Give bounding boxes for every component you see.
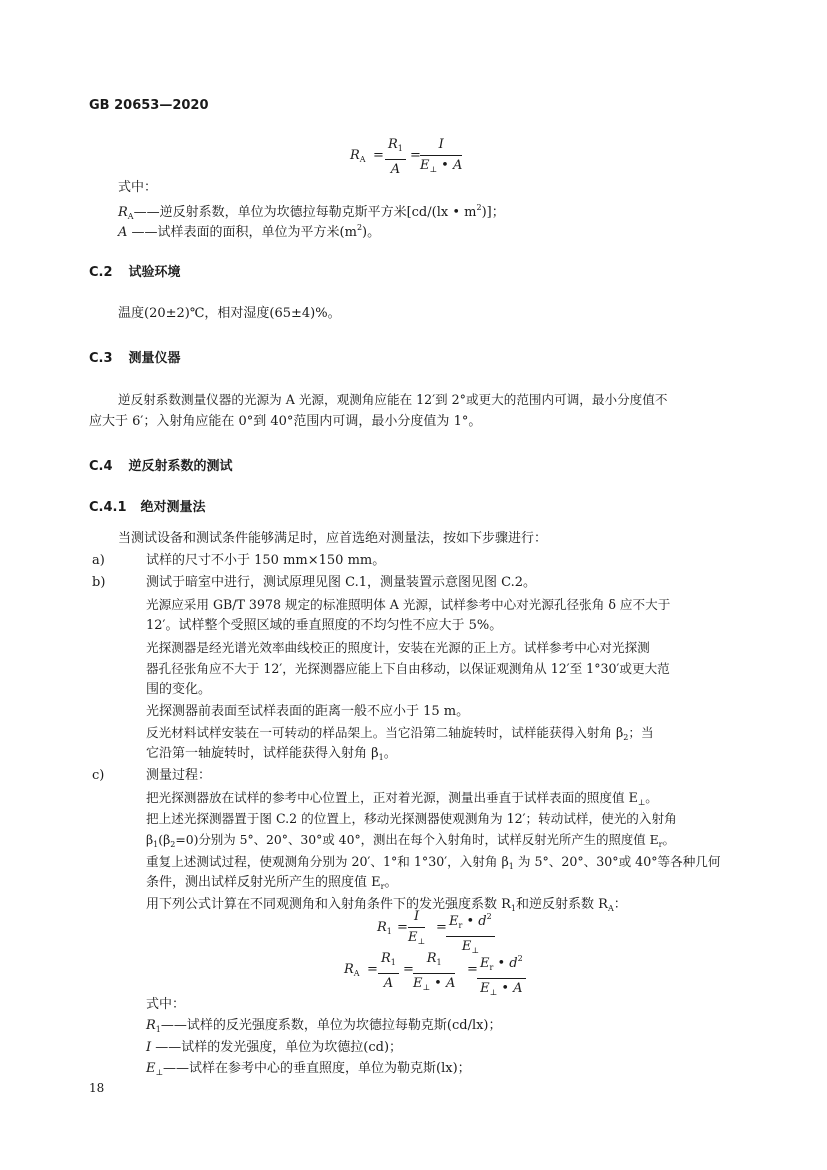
fraction-erd2-e: $\frac{E_r • d^2}{E_\perp}$ [446, 909, 495, 959]
paragraph-c4: 用下列公式计算在不同观测角和入射角条件下的发光强度系数 $R_1$和逆反射系数 $R_A$： [146, 897, 627, 913]
list-marker-b: b) [92, 575, 106, 590]
section-heading-c2: C.2 试验环境 [89, 265, 181, 280]
section-heading-c4: C.4 逆反射系数的测试 [89, 459, 233, 474]
fraction3-erd2-ea: $\frac{E_r • d^2}{E_\perp • A}$ [477, 951, 526, 1001]
standard-number: GB 20653—2020 [89, 98, 209, 113]
list-item-b: 测试于暗室中进行，测试原理见图 C.1，测量装置示意图见图 C.2。 [146, 575, 537, 590]
paragraph-c3-line2: 条件，测出试样反射光所产生的照度值 $E_r$。 [146, 875, 398, 891]
list-item-c: 测量过程： [146, 768, 212, 783]
paragraph-c3-line1: 重复上述测试过程，使观测角分别为 20′、1°和 1°30′，入射角 $\beta_1$ 为 5°、20°、30°或 40°等各种几何 [146, 854, 721, 871]
paragraph-instrument-line1: 逆反射系数测量仪器的光源为 A 光源，观测角应能在 12′到 2°或更大的范围内可调，最小分度值不 [118, 392, 668, 407]
fraction-i-ea: $\frac{I}{E_\perp • A}$ [420, 137, 463, 174]
paragraph-b1-line1: 光源应采用 GB/T 3978 规定的标准照明体 A 光源，试样参考中心对光源孔径张角 δ 应不大于 [146, 597, 671, 612]
definition-a: A ——试样表面的面积，单位为平方米$(m^2)$。 [118, 223, 381, 240]
paragraph-c2-line2: $\beta_1(\beta_2=0)$分别为 5°、20°、30°或 40°，测出在每个入射角时，试样反射光所产生的照度值 $E_r$。 [146, 832, 675, 849]
paragraph-intro: 当测试设备和测试条件能够满足时，应首选绝对测量法，按如下步骤进行： [118, 531, 548, 546]
list-item-a: 试样的尺寸不小于 150 mm×150 mm。 [146, 553, 386, 568]
paragraph-environment: 温度(20±2)℃，相对湿度(65±4)%。 [118, 306, 341, 321]
paragraph-b2-line3: 围的变化。 [146, 682, 212, 697]
section-heading-c3: C.3 测量仪器 [89, 351, 181, 366]
page-number: 18 [89, 1081, 105, 1095]
paragraph-c2-line1: 把上述光探测器置于图 C.2 的位置上，移动光探测器使观测角为 12′；转动试样，使光的入射角 [146, 811, 677, 826]
paragraph-b2-line2: 器孔径张角应不大于 12′，光探测器应能上下自由移动，以保证观测角从 12′至 1°30′或更大范 [146, 661, 670, 676]
where-label: 式中： [118, 180, 158, 195]
paragraph-b4-line2: 它沿第一轴旋转时，试样能获得入射角 $\beta_1$。 [146, 746, 397, 762]
definition-i: I ——试样的发光强度，单位为坎德拉(cd)； [146, 1040, 403, 1055]
fraction3-r1-ea: $\frac{R_1}{E_\perp • A}$ [413, 951, 456, 992]
definition-ra: $R_A——$逆反射系数，单位为坎德拉每勒克斯平方米[cd/(lx • $m^2$)]； [118, 203, 505, 221]
formula3-lhs: $R_A$ [344, 962, 360, 978]
where-label-2: 式中： [146, 997, 186, 1012]
paragraph-c1: 把光探测器放在试样的参考中心位置上，正对着光源，测量出垂直于试样表面的照度值 $E_\perp$。 [146, 790, 658, 807]
list-marker-a: a) [92, 553, 105, 568]
definition-r1: $R_1——$试样的反光强度系数，单位为坎德拉每勒克斯(cd/lx)； [146, 1018, 502, 1034]
definition-e: $E_\perp——$试样在参考中心的垂直照度，单位为勒克斯(lx)； [146, 1061, 471, 1077]
paragraph-instrument-line2: 应大于 6′；入射角应能在 0°到 40°范围内可调，最小分度值为 1°。 [89, 414, 482, 429]
formula-lhs: $R_A$ [350, 148, 366, 164]
list-marker-c: c) [92, 768, 105, 783]
fraction3-r1-a: $\frac{R_1}{A}$ [378, 951, 399, 992]
fraction-r1-a: $\frac{R_1}{A}$ [385, 137, 406, 178]
paragraph-b4-line1: 反光材料试样安装在一可转动的样品架上。当它沿第二轴旋转时，试样能获得入射角 $\beta_2$；当 [146, 725, 654, 742]
section-heading-c41: C.4.1 绝对测量法 [89, 500, 206, 515]
fraction-i-e: $\frac{I}{E_\perp}$ [408, 909, 426, 946]
formula2-lhs: $R_1$ [377, 920, 392, 936]
paragraph-b3: 光探测器前表面至试样表面的距离一般不应小于 15 m。 [146, 704, 470, 719]
paragraph-b1-line2: 12′。试样整个受照区域的垂直照度的不均匀性不应大于 5%。 [146, 618, 503, 633]
paragraph-b2-line1: 光探测器是经光谱光效率曲线校正的照度计，安装在光源的正上方。试样参考中心对光探测 [146, 640, 650, 655]
